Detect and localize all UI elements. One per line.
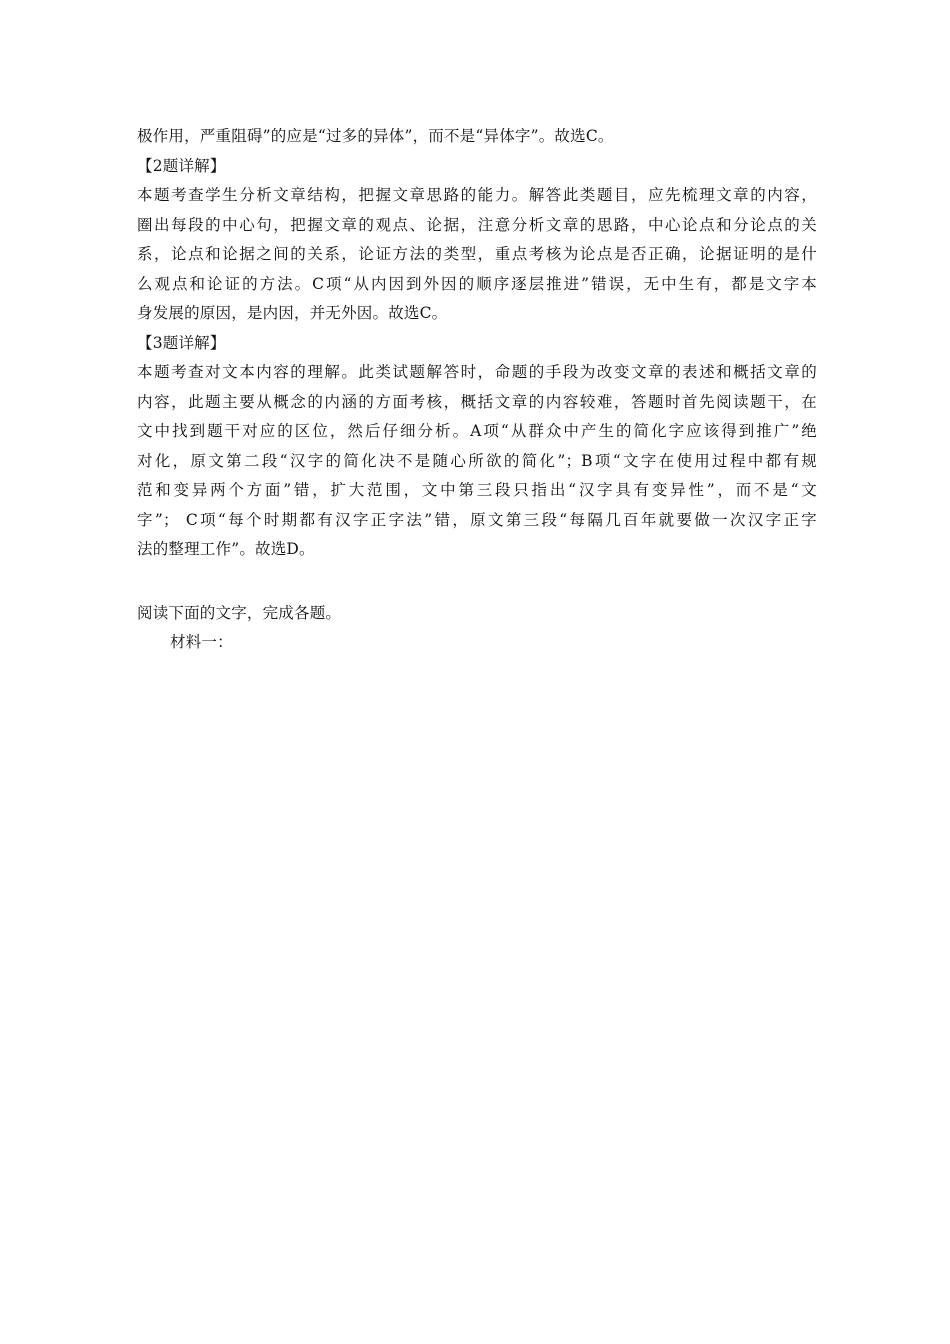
reading-instruction: 阅读下面的文字，完成各题。 <box>137 603 342 622</box>
document-page <box>137 122 817 658</box>
q2-heading: 【2题详解】 <box>137 156 226 175</box>
section-spacer <box>137 565 817 599</box>
q3-line: 本题考查对文本内容的理解。此类试题解答时，命题的手段为改变文章的表述和概括文章的 <box>137 363 817 381</box>
q3-line: 法的整理工作”。故选D。 <box>137 540 315 558</box>
q3-line: 内容，此题主要从概念的内涵的方面考核，概括文章的内容较难，答题时首先阅读题干，在 <box>137 392 817 411</box>
q2-line: 身发展的原因，是内因，并无外因。故选C。 <box>137 304 448 322</box>
q2-line: 圈出每段的中心句，把握文章的观点、论据，注意分析文章的思路，中心论点和分论点的关 <box>137 215 817 234</box>
q2-line: 本题考查学生分析文章结构，把握文章思路的能力。解答此类题目，应先梳理文章的内容， <box>137 186 817 204</box>
q3-line: 范和变异两个方面”错，扩大范围，文中第三段只指出“汉字具有变异性”，而不是“文 <box>137 481 817 499</box>
answer1-tail-line: 极作用，严重阻碍”的应是“过多的异体”，而不是“异体字”。故选C。 <box>137 127 614 145</box>
q3-line: 文中找到题干对应的区位，然后仔细分析。A项“从群众中产生的简化字应该得到推广”绝 <box>137 422 817 440</box>
q2-line: 系，论点和论据之间的关系，论证方法的类型，重点考核为论点是否正确，论据证明的是什 <box>137 245 817 263</box>
q3-heading: 【3题详解】 <box>137 333 226 352</box>
q3-line: 字”； C项“每个时期都有汉字正字法”错，原文第三段“每隔几百年就要做一次汉字正字 <box>137 510 817 529</box>
material-label: 材料一： <box>170 633 233 651</box>
q2-line: 么观点和论证的方法。C项“从内因到外因的顺序逐层推进”错误，无中生有，都是文字本 <box>137 274 817 293</box>
q3-line: 对化，原文第二段“汉字的简化决不是随心所欲的简化”；B项“文字在使用过程中都有规 <box>137 451 817 470</box>
